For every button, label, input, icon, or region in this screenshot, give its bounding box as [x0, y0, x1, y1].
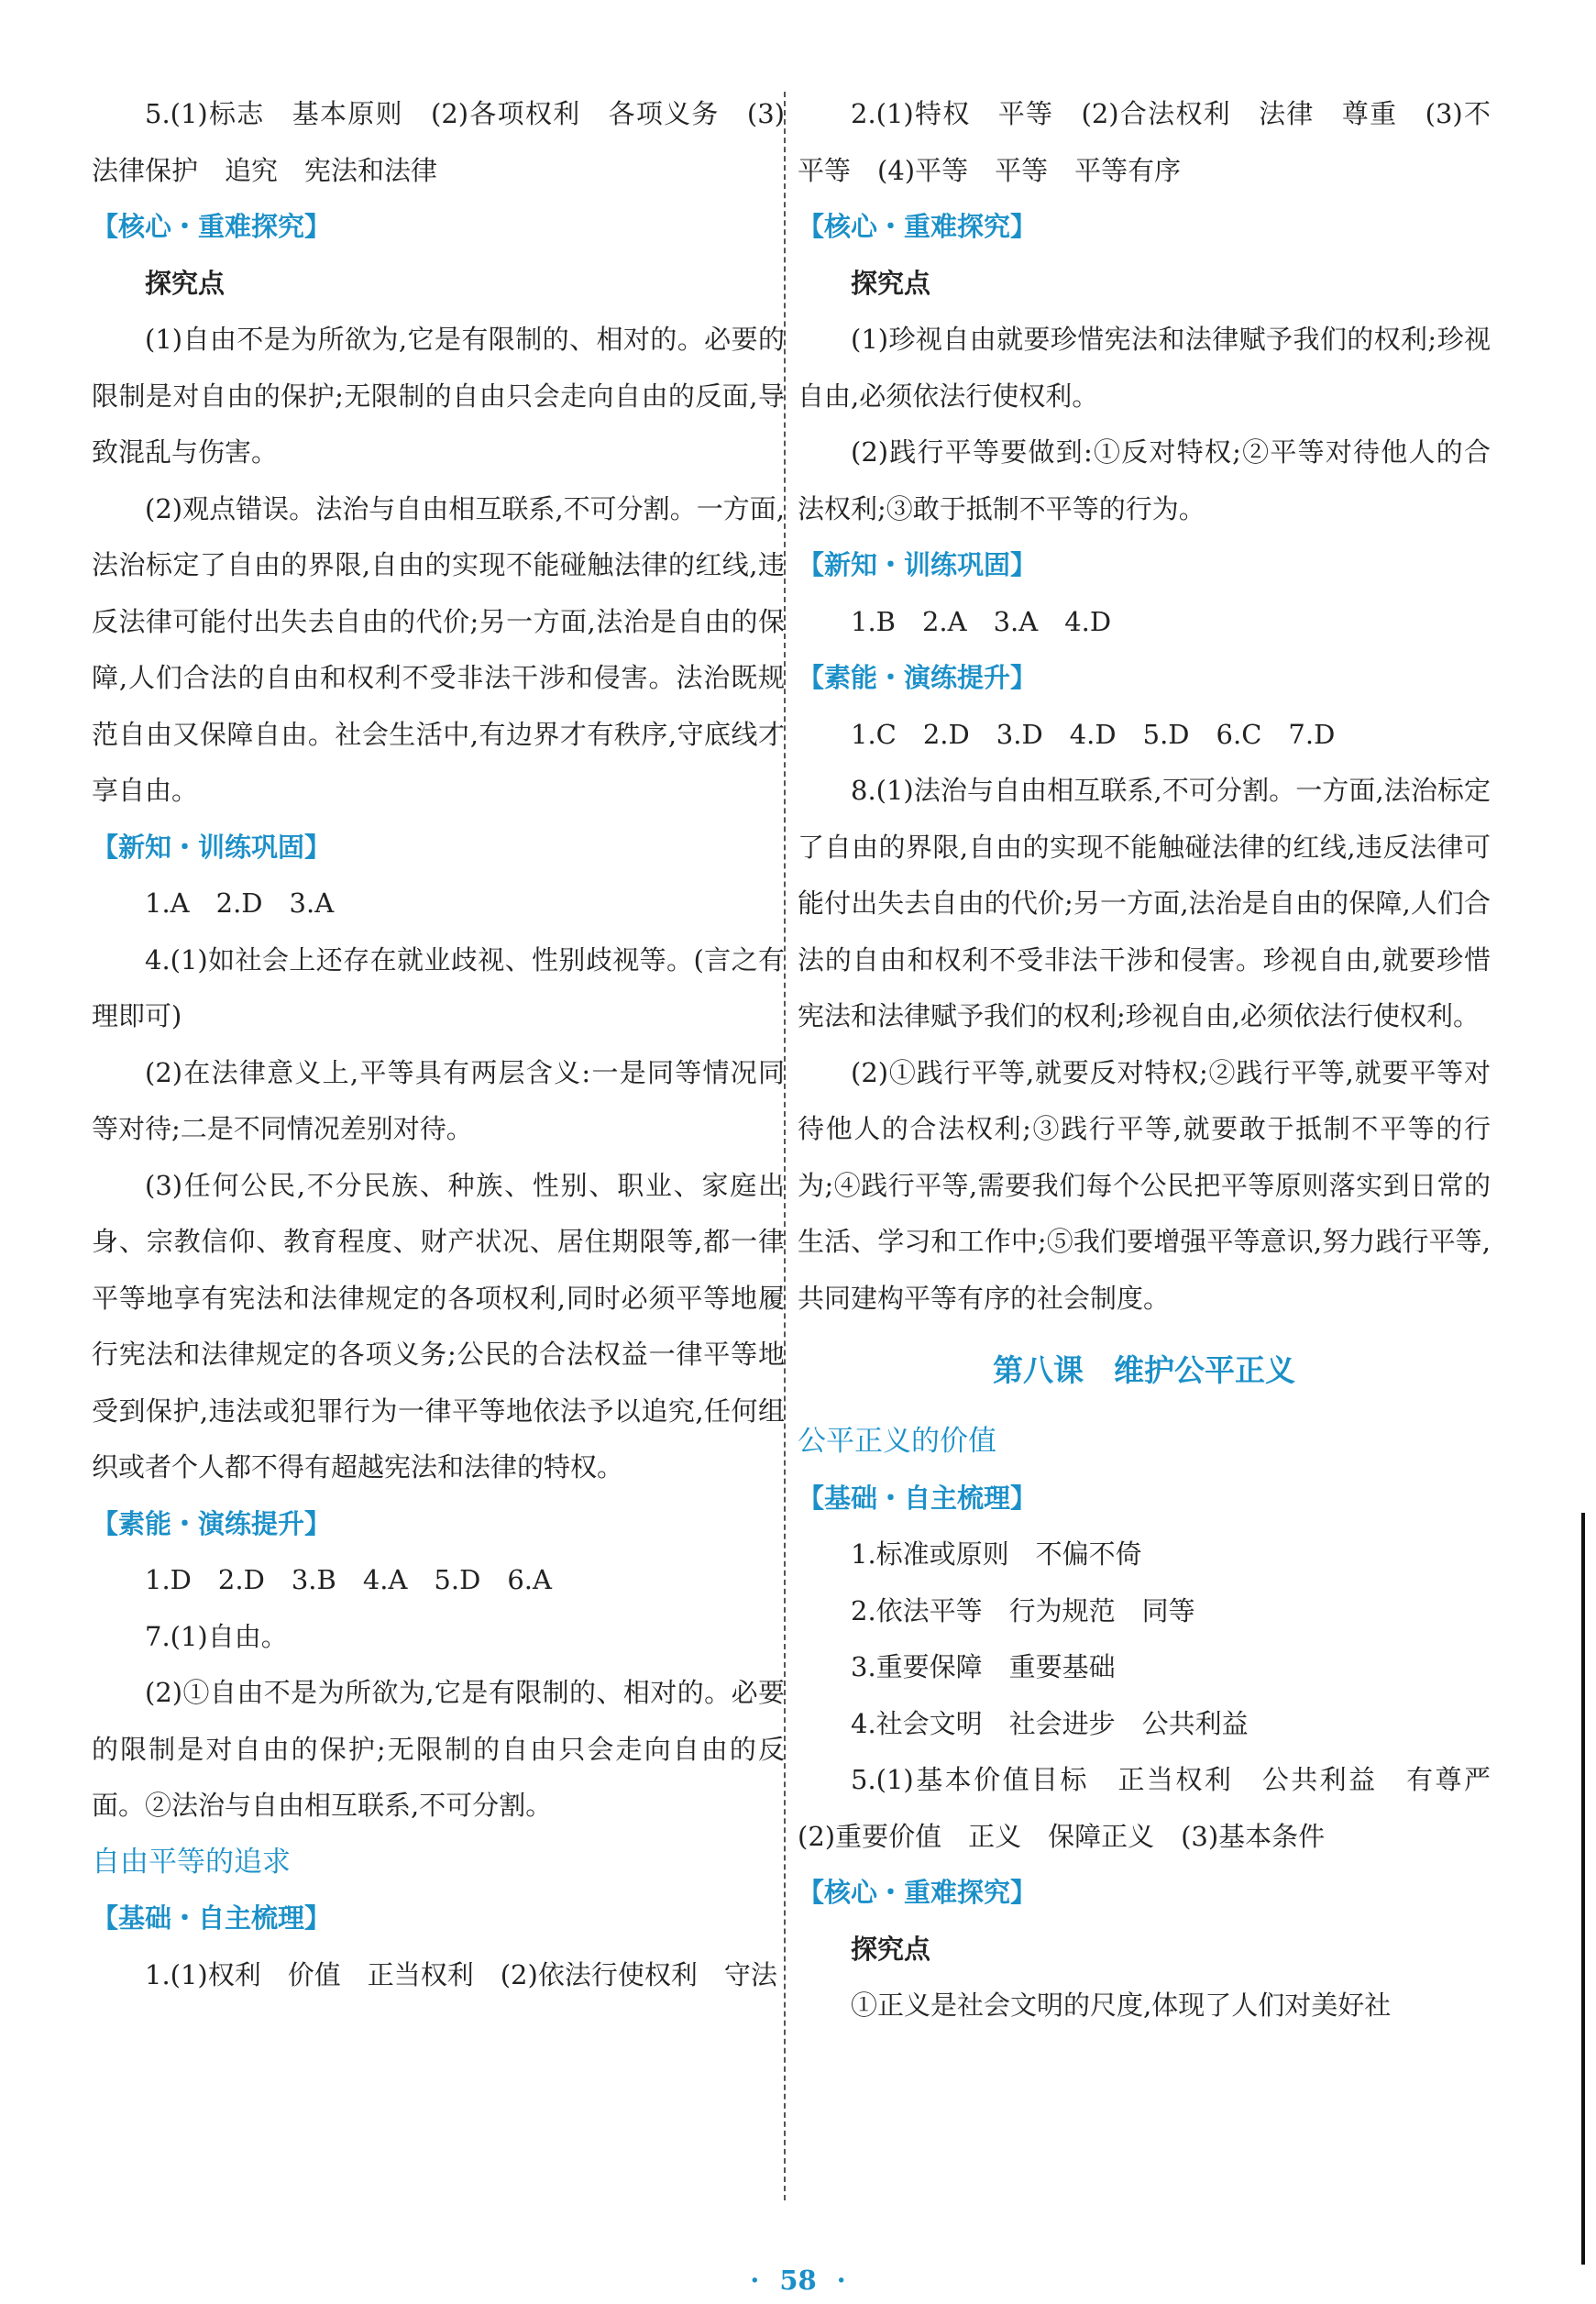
scan-edge-line: [1581, 1513, 1585, 2265]
page-dot-right: ·: [836, 2265, 846, 2296]
answer-paragraph: (1)珍视自由就要珍惜宪法和法律赋予我们的权利;珍视自由,必须依法行使权利。: [798, 324, 1491, 412]
answer-paragraph: 7.(1)自由。: [145, 1620, 288, 1652]
answer-paragraph: 1.D 2.D 3.B 4.A 5.D 6.A: [145, 1564, 552, 1595]
answer-paragraph: 8.(1)法治与自由相互联系,不可分割。一方面,法治标定了自由的界限,自由的实现不能触碰法律的红线,违反法律可能付出失去自由的代价;另一方面,法治是自由的保障,人们合法的自由和权利不受非法干涉和侵害。珍视自由,就要珍惜宪法和法律赋予我们的权利;珍视自由,必须依法行使权利。: [798, 775, 1491, 1031]
answer-paragraph: 4.社会文明 社会进步 公共利益: [851, 1707, 1249, 1739]
answer-paragraph: 1.C 2.D 3.D 4.D 5.D 6.C 7.D: [851, 718, 1336, 750]
answer-paragraph: (1)自由不是为所欲为,它是有限制的、相对的。必要的限制是对自由的保护;无限制的自由只会走向自由的反面,导致混乱与伤害。: [92, 324, 785, 468]
answer-paragraph: 3.重要保障 重要基础: [851, 1651, 1116, 1682]
answer-paragraph: 1.B 2.A 3.A 4.D: [851, 605, 1112, 637]
section-heading: 【基础・自主梳理】: [92, 1902, 332, 1934]
page-number: [0, 2265, 1596, 2296]
right-column: [798, 86, 1518, 2034]
page-dot-left: ·: [750, 2265, 760, 2296]
section-heading: 【核心・重难探究】: [92, 211, 332, 242]
answer-paragraph: (2)①践行平等,就要反对特权;②践行平等,就要平等对待他人的合法权利;③践行平等,就要敢于抵制不平等的行为;④践行平等,需要我们每个公民把平等原则落实到日常的生活、学习和工作中;⑤我们要增强平等意识,努力践行平等,共同建构平等有序的社会制度。: [798, 1056, 1491, 1314]
left-column: [92, 86, 785, 2003]
page-number-text: 58: [779, 2265, 817, 2296]
answer-paragraph: 2.(1)特权 平等 (2)合法权利 法律 尊重 (3)不平等 (4)平等 平等 平等有序: [798, 98, 1491, 186]
section-heading: 【基础・自主梳理】: [798, 1482, 1038, 1514]
section-heading: 【核心・重难探究】: [798, 211, 1038, 242]
inquiry-label: 探究点: [851, 267, 931, 299]
answer-paragraph: 5.(1)标志 基本原则 (2)各项权利 各项义务 (3)法律保护 追究 宪法和法律: [92, 98, 785, 186]
inquiry-label: 探究点: [851, 1933, 931, 1965]
section-heading: 【新知・训练巩固】: [798, 549, 1038, 580]
answer-paragraph: 2.依法平等 行为规范 同等: [851, 1594, 1195, 1626]
answer-paragraph: (2)践行平等要做到:①反对特权;②平等对待他人的合法权利;③敢于抵制不平等的行为。: [798, 436, 1491, 524]
section-heading: 【素能・演练提升】: [92, 1507, 332, 1539]
section-heading: 【新知・训练巩固】: [92, 831, 332, 863]
answer-paragraph: 1.A 2.D 3.A: [145, 887, 335, 919]
answer-paragraph: 4.(1)如社会上还存在就业歧视、性别歧视等。(言之有理即可): [92, 943, 785, 1031]
answer-paragraph: 1.(1)权利 价值 正当权利 (2)依法行使权利 守法: [145, 1958, 777, 1990]
column-divider: [784, 92, 786, 2200]
lesson-title: 第八课 维护公平正义: [993, 1352, 1295, 1388]
answer-paragraph: (3)任何公民,不分民族、种族、性别、职业、家庭出身、宗教信仰、教育程度、财产状况、居住期限等,都一律平等地享有宪法和法律规定的各项权利,同时必须平等地履行宪法和法律规定的各项义务;公民的合法权益一律平等地受到保护,违法或犯罪行为一律平等地依法予以追究,任何组织或者个人都不得有超越宪法和法律的特权。: [92, 1169, 785, 1483]
topic-title: 公平正义的价值: [798, 1425, 996, 1458]
inquiry-label: 探究点: [145, 267, 226, 299]
answer-paragraph: (2)在法律意义上,平等具有两层含义:一是同等情况同等对待;二是不同情况差别对待。: [92, 1056, 785, 1144]
answer-paragraph: (2)观点错误。法治与自由相互联系,不可分割。一方面,法治标定了自由的界限,自由的实现不能碰触法律的红线,违反法律可能付出失去自由的代价;另一方面,法治是自由的保障,人们合法的自由和权利不受非法干涉和侵害。法治既规范自由又保障自由。社会生活中,有边界才有秩序,守底线才享自由。: [92, 492, 785, 806]
topic-title: 自由平等的追求: [92, 1845, 291, 1879]
answer-paragraph: ①正义是社会文明的尺度,体现了人们对美好社: [851, 1990, 1392, 2021]
section-heading: 【素能・演练提升】: [798, 662, 1038, 693]
answer-paragraph: 5.(1)基本价值目标 正当权利 公共利益 有尊严 (2)重要价值 正义 保障正义 (3)基本条件: [798, 1764, 1518, 1852]
section-heading: 【核心・重难探究】: [798, 1877, 1038, 1908]
answer-paragraph: (2)①自由不是为所欲为,它是有限制的、相对的。必要的限制是对自由的保护;无限制的自由只会走向自由的反面。②法治与自由相互联系,不可分割。: [92, 1677, 785, 1821]
answer-paragraph: 1.标准或原则 不偏不倚: [851, 1538, 1142, 1570]
